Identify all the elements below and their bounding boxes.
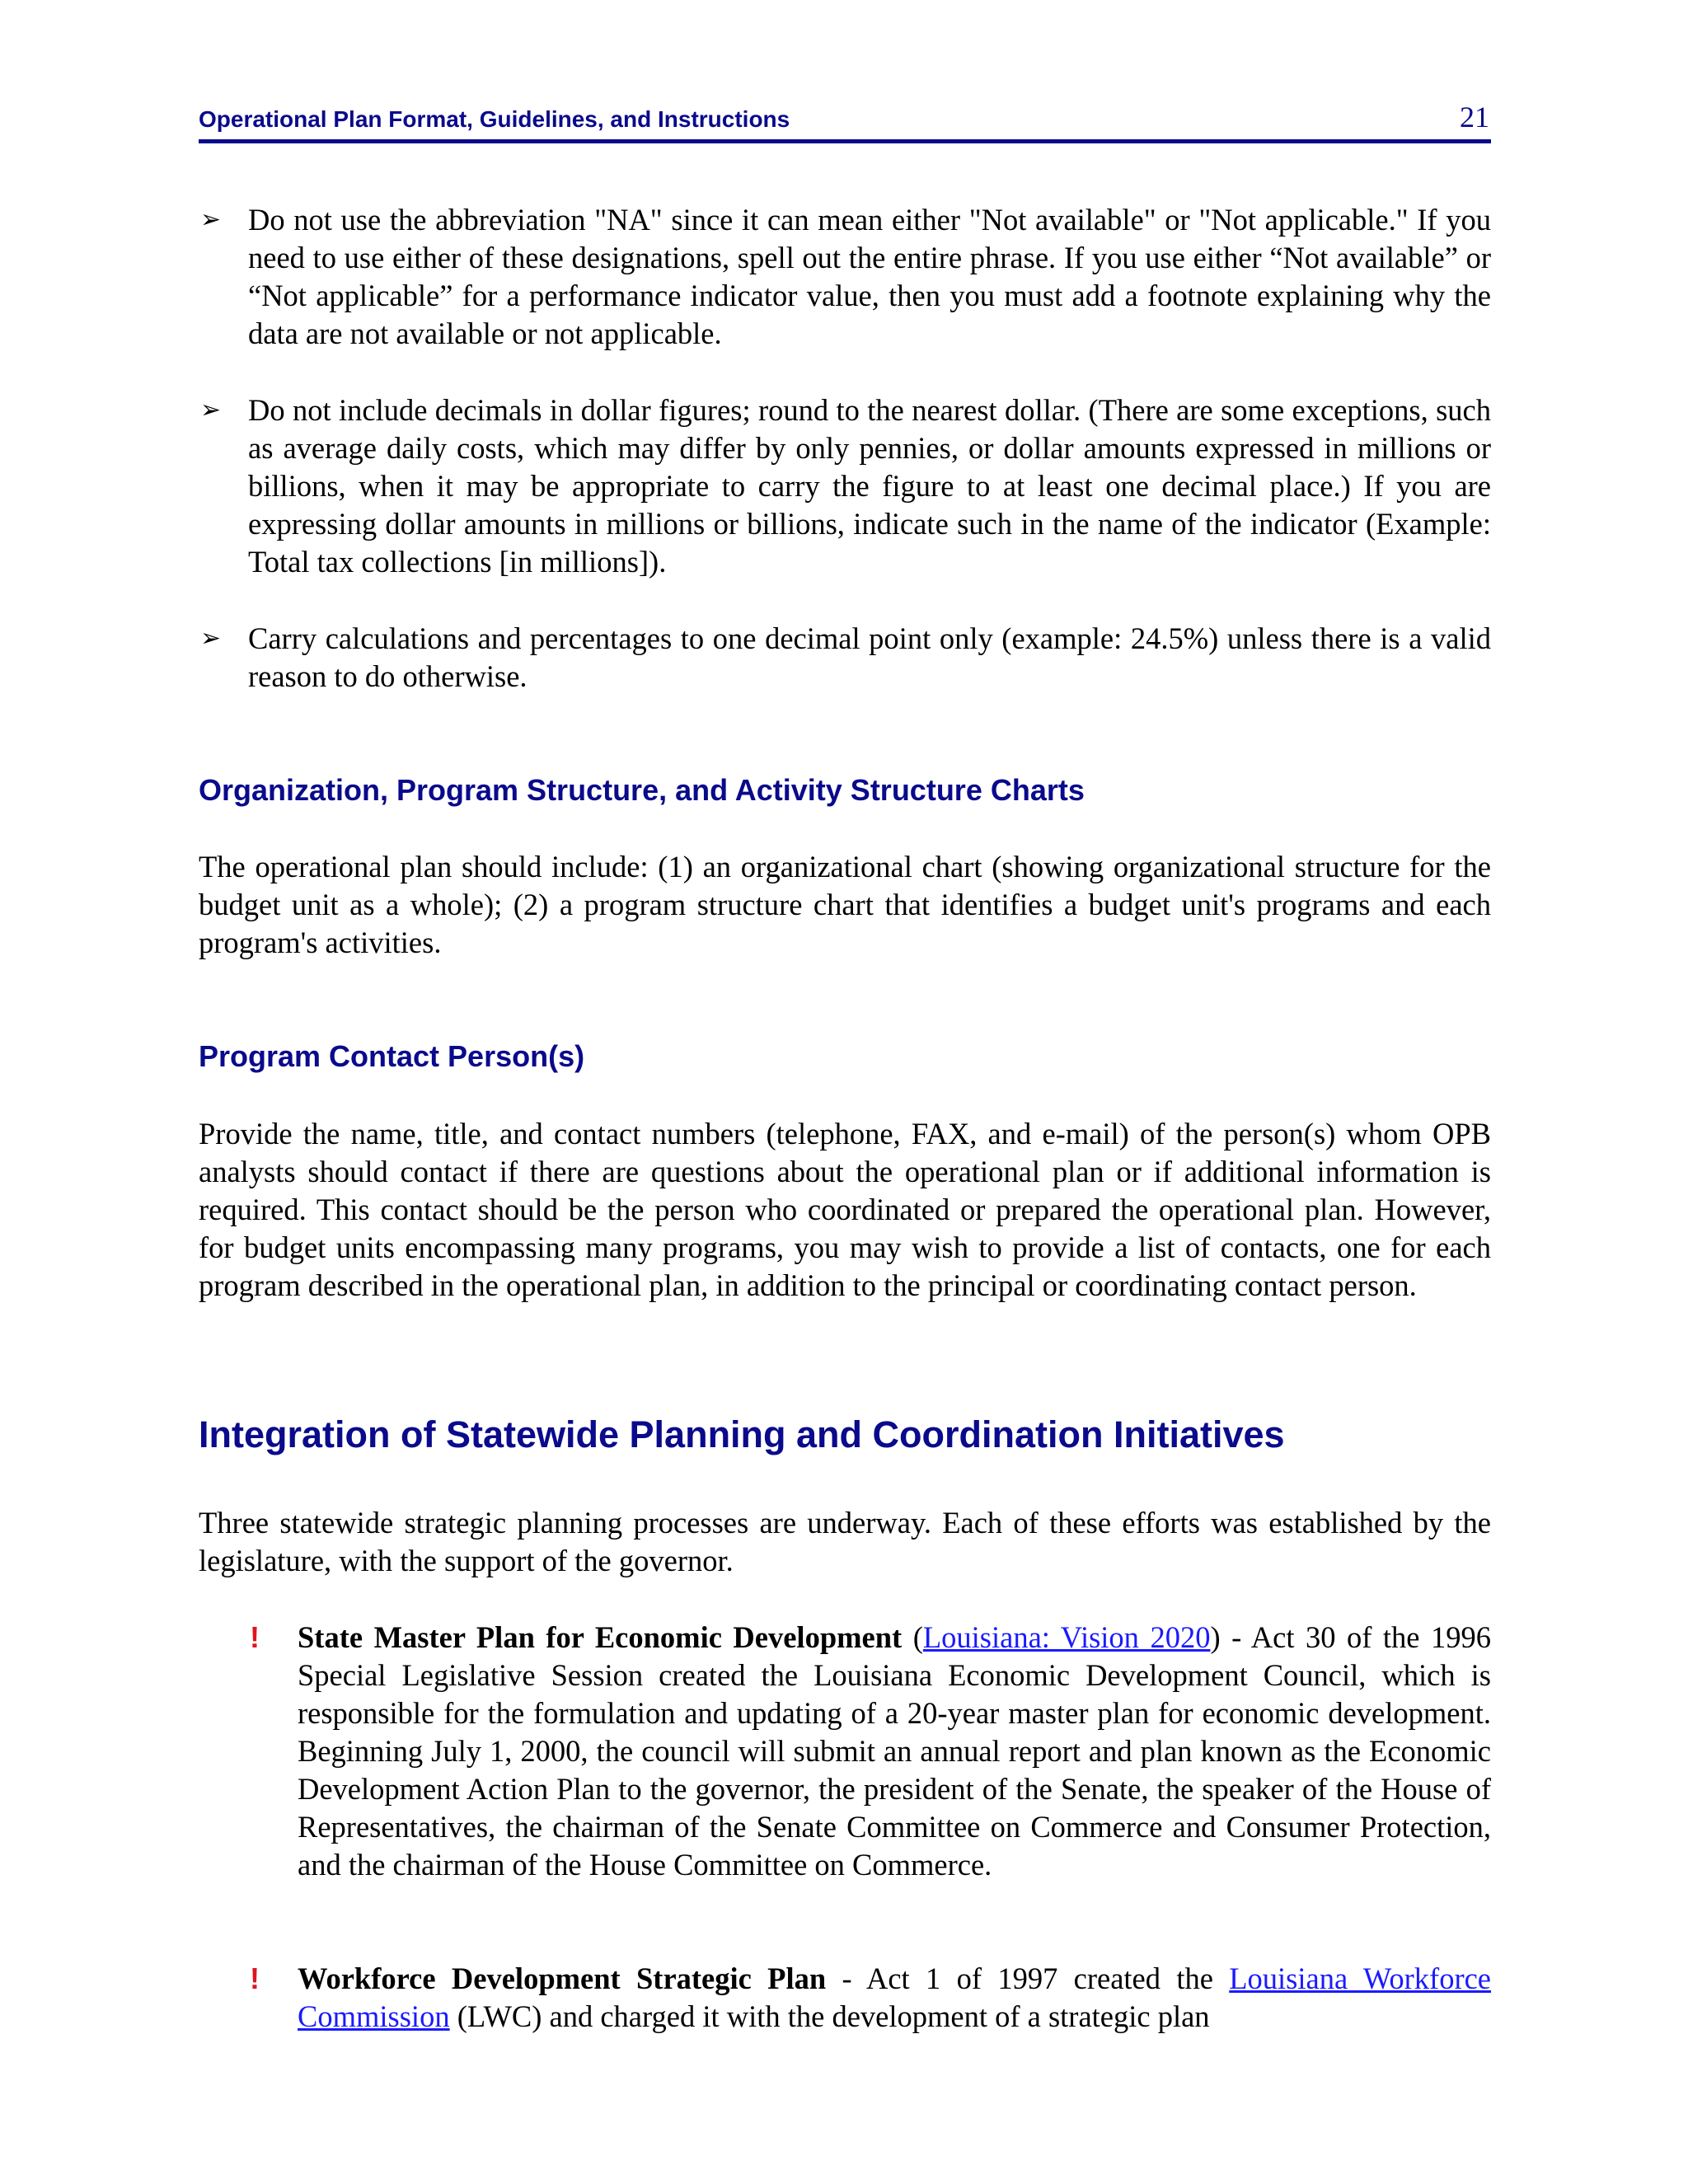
list-item-workforce-development (199, 1960, 1491, 2036)
arrowhead-bullet-icon: ➢ (200, 624, 222, 653)
list-item-text (298, 1619, 1491, 1884)
bullet-item-na-abbreviation (199, 201, 1491, 353)
bullet-item-dollar-decimals (199, 391, 1491, 581)
item-pre-link: - Act 1 of 1997 created the (826, 1961, 1230, 1995)
bullet-text: Do not use the abbreviation "NA" since it can mean either "Not available" or "Not applicable." If you need to use either of these designations, spell out the entire phrase. If you use either “Not available” or “Not applicable” for a performance indicator value, then you must add a footnote explaining why the data are not available or not applicable. (248, 203, 1491, 350)
item-lead-title: Workforce Development Strategic Plan (298, 1961, 827, 1995)
bullet-text: Carry calculations and percentages to one decimal point only (example: 24.5%) unless there is a valid reason to do otherwise. (248, 621, 1491, 693)
section-heading-org-charts: Organization, Program Structure, and Activity Structure Charts (199, 773, 1085, 807)
item-post-link: ) - Act 30 of the 1996 Special Legislative Session created the Louisiana Economic Development Council, which is responsible for the formulation and updating of a 20-year master plan for economic development. Beginning July 1, 2000, the council will submit an annual report and plan known as the Economic Development Action Plan to the governor, the president of the Senate, the speaker of the House of Representatives, the chairman of the Senate Committee on Commerce and Consumer Protection, and the chairman of the House Committee on Commerce. (298, 1620, 1491, 1882)
vision-2020-link[interactable]: Louisiana: Vision 2020 (922, 1620, 1211, 1654)
bullet-item-percentages (199, 620, 1491, 696)
exclamation-bullet-icon: ! (250, 1620, 260, 1654)
paragraph-contacts: Provide the name, title, and contact numbers (telephone, FAX, and e-mail) of the person(s) whom OPB analysts should contact if there are questions about the operational plan or if additional information is required. This contact should be the person who coordinated or prepared the operational plan. However, for budget units encompassing many programs, you may wish to provide a list of contacts, one for each program described in the operational plan, in addition to the principal or coordinating contact person. (199, 1117, 1491, 1302)
item-pre-link: ( (902, 1620, 923, 1654)
item-lead-title: State Master Plan for Economic Development (298, 1620, 903, 1654)
page-number: 21 (1460, 101, 1489, 134)
arrowhead-bullet-icon: ➢ (200, 205, 222, 234)
list-item-text (298, 1960, 1491, 2036)
exclamation-bullet-icon: ! (250, 1961, 260, 1995)
section-heading-contacts: Program Contact Person(s) (199, 1039, 585, 1073)
item-post-link: (LWC) and charged it with the development of a strategic plan (449, 1999, 1210, 2033)
list-item-economic-development (199, 1619, 1491, 1884)
section-heading-integration: Integration of Statewide Planning and Coordination Initiatives (199, 1413, 1285, 1455)
workforce-commission-link[interactable]: Louisiana Workforce Commission (298, 1961, 1491, 2033)
bullet-text: Do not include decimals in dollar figures; round to the nearest dollar. (There are some exceptions, such as average daily costs, which may differ by only pennies, or dollar amounts expressed in millions or billions, when it may be appropriate to carry the figure to at least one decimal place.) If you are expressing dollar amounts in millions or billions, indicate such in the name of the indicator (Example: Total tax collections [in millions]). (248, 393, 1491, 579)
paragraph-org-charts: The operational plan should include: (1) an organizational chart (showing organizational structure for the budget unit as a whole); (2) a program structure chart that identifies a budget unit's programs and each program's activities. (199, 850, 1491, 959)
arrowhead-bullet-icon: ➢ (200, 396, 222, 424)
paragraph-integration: Three statewide strategic planning processes are underway. Each of these efforts was established by the legislature, with the support of the governor. (199, 1506, 1491, 1577)
page-header (199, 97, 1491, 143)
header-title: Operational Plan Format, Guidelines, and Instructions (199, 106, 790, 132)
